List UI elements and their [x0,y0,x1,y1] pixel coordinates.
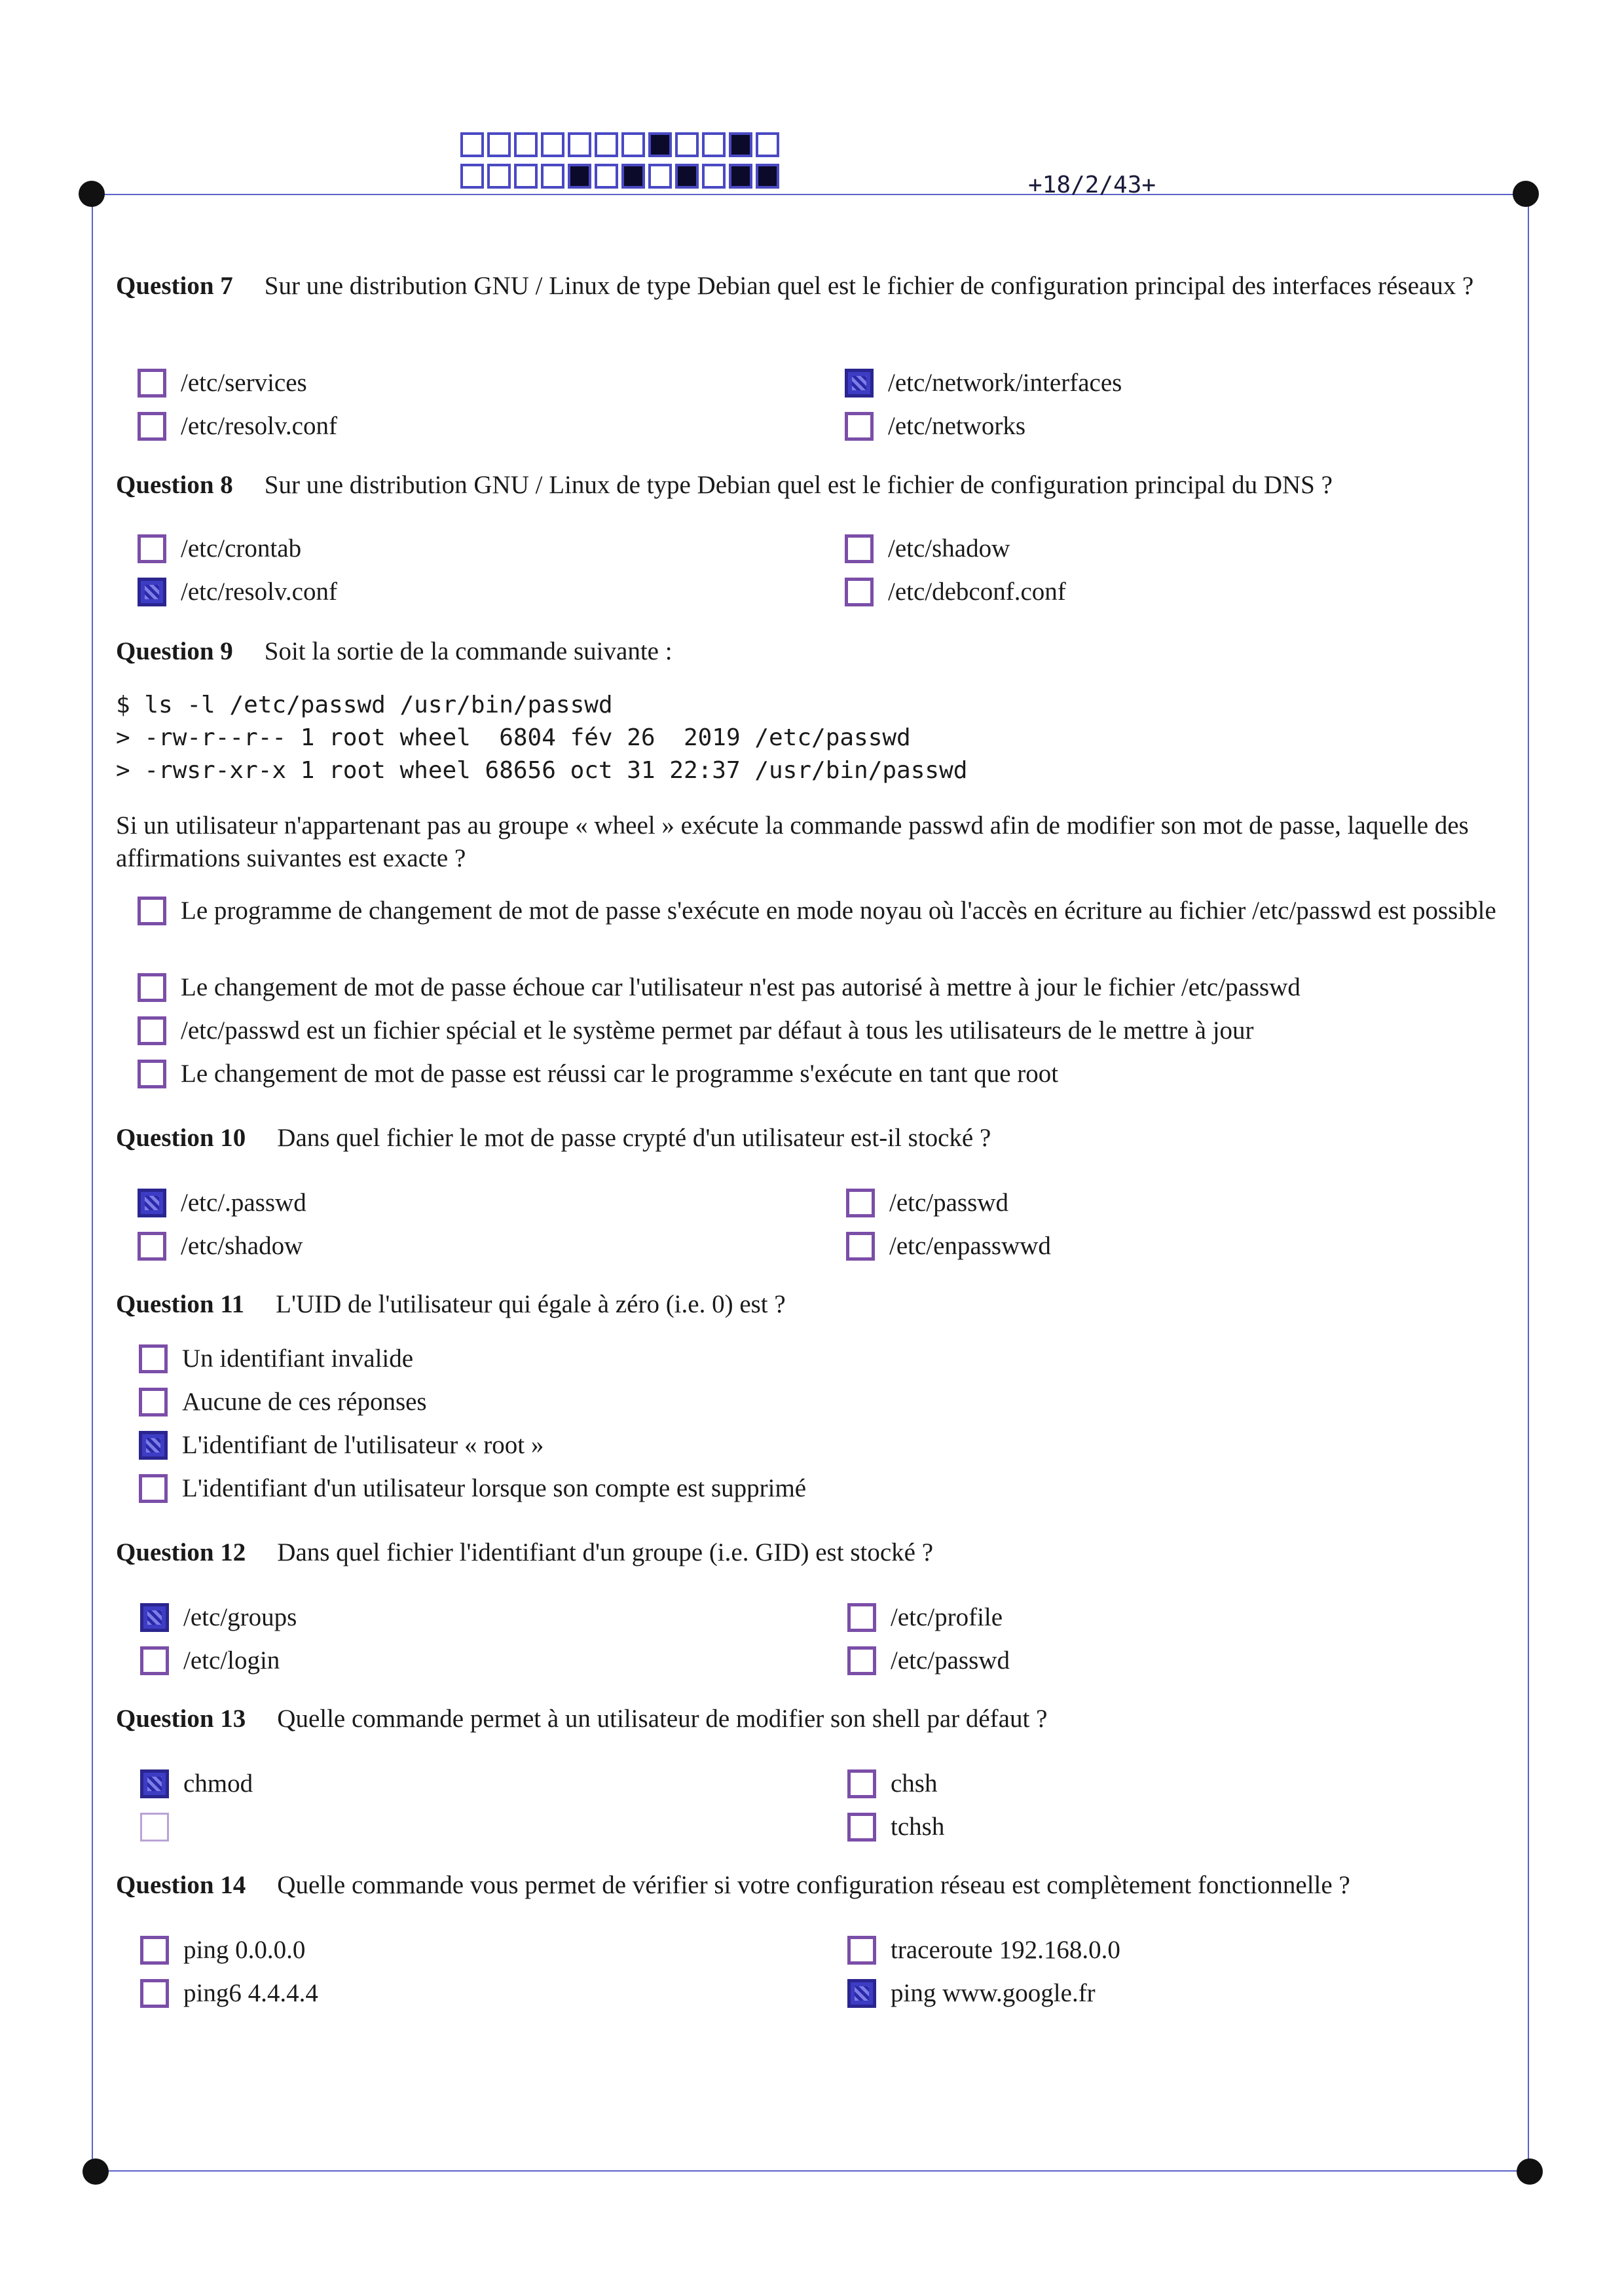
checkbox[interactable] [847,1936,876,1965]
code-bit-box [460,132,484,157]
code-bit-box [541,132,564,157]
option-label: traceroute 192.168.0.0 [891,1936,1120,1964]
option-label: Aucune de ces réponses [182,1388,427,1416]
question-label: Question 13 [116,1705,246,1733]
binary-code-row-2 [460,164,783,189]
checkbox[interactable] [138,534,166,563]
option-label: L'identifiant de l'utilisateur « root » [182,1431,544,1459]
question-text: Soit la sortie de la commande suivante : [264,637,673,665]
answer-option[interactable] [138,895,1506,927]
checkbox[interactable] [847,1979,876,2008]
answer-option[interactable] [138,576,337,608]
question-text: L'UID de l'utilisateur qui égale à zéro (i.e. 0) est ? [276,1290,786,1318]
answer-option[interactable] [138,367,307,399]
question-text: Dans quel fichier l'identifiant d'un groupe (i.e. GID) est stocké ? [277,1538,934,1566]
option-label: chmod [183,1769,253,1798]
option-label: Le changement de mot de passe échoue car l'utilisateur n'est pas autorisé à mettre à jour le fichier /etc/passwd [181,973,1301,1001]
question-text: Sur une distribution GNU / Linux de type Debian quel est le fichier de configuration principal des interfaces réseaux ? [264,272,1474,300]
checkbox[interactable] [140,1936,169,1965]
question-text: Quelle commande vous permet de vérifier si votre configuration réseau est complètement fonctionnelle ? [277,1871,1350,1899]
answer-option[interactable] [846,1187,1008,1219]
option-label: ping www.google.fr [891,1979,1096,2007]
question-12 [116,1536,1504,1569]
answer-option[interactable] [847,1977,1096,2010]
option-label: /etc/resolv.conf [181,412,337,440]
page-code: +18/2/43+ [1028,172,1156,198]
checkbox[interactable] [847,1769,876,1798]
answer-option[interactable] [140,1977,318,2010]
code-bit-box [487,132,511,157]
code-bit-box [648,132,672,157]
checkbox[interactable] [847,1603,876,1632]
code-bit-box [541,164,564,189]
code-bit-box [702,164,726,189]
answer-option[interactable] [138,1014,1254,1047]
binary-code-row-1 [460,132,783,157]
checkbox[interactable] [138,1060,166,1088]
option-label: /etc/crontab [181,534,302,563]
checkbox[interactable] [140,1603,169,1632]
answer-option[interactable] [139,1342,413,1375]
registration-mark-bottom-right [1517,2158,1543,2185]
option-label: Un identifiant invalide [182,1344,414,1373]
code-bit-box [460,164,484,189]
answer-option[interactable] [845,410,1025,443]
checkbox[interactable] [138,578,166,606]
checkbox[interactable] [140,1813,169,1842]
checkbox[interactable] [140,1769,169,1798]
option-label: /etc/passwd [889,1189,1008,1217]
option-label: /etc/passwd [891,1646,1010,1675]
answer-option[interactable] [140,1601,297,1634]
code-bit-box [568,164,591,189]
checkbox[interactable] [138,1232,166,1261]
question-label: Question 7 [116,272,233,300]
question-7 [116,270,1504,303]
answer-option[interactable] [138,532,301,565]
checkbox[interactable] [846,1189,875,1217]
option-label: chsh [891,1769,938,1798]
code-bit-box [729,132,752,157]
question-9-prompt: Si un utilisateur n'appartenant pas au groupe « wheel » exécute la commande passwd afin de modifier son mot de passe, laquelle des affirmations suivantes est exacte ? [116,811,1469,872]
registration-mark-bottom-left [83,2158,109,2185]
answer-option[interactable] [138,410,337,443]
option-label: /etc/profile [891,1603,1003,1631]
answer-option[interactable] [847,1644,1010,1677]
answer-option[interactable] [140,1644,280,1677]
code-bit-box [756,132,779,157]
answer-option[interactable] [845,576,1066,608]
answer-option[interactable] [846,1230,1051,1263]
checkbox[interactable] [845,412,874,441]
answer-option[interactable] [845,367,1122,399]
question-label: Question 12 [116,1538,246,1566]
code-bit-box [648,164,672,189]
command-output-line: > -rw-r--r-- 1 root wheel 6804 fév 26 2019 /etc/passwd [116,724,911,751]
answer-option[interactable] [138,1058,1058,1090]
answer-option[interactable] [139,1472,806,1505]
option-label: Le programme de changement de mot de passe s'exécute en mode noyau où l'accès en écriture au fichier /etc/passwd est possible [181,897,1496,925]
question-label: Question 11 [116,1290,245,1318]
answer-option[interactable] [140,1768,253,1800]
question-text: Quelle commande permet à un utilisateur de modifier son shell par défaut ? [277,1705,1048,1733]
option-label: ping 0.0.0.0 [183,1936,306,1964]
code-bit-box [756,164,779,189]
answer-option[interactable] [139,1386,427,1418]
question-label: Question 9 [116,637,233,665]
option-label: /etc/network/interfaces [888,369,1122,397]
question-text: Sur une distribution GNU / Linux de type Debian quel est le fichier de configuration principal du DNS ? [264,471,1333,499]
option-label: /etc/shadow [888,534,1010,563]
answer-option[interactable] [847,1811,944,1843]
checkbox[interactable] [845,369,874,398]
question-label: Question 8 [116,471,233,499]
code-bit-box [675,132,699,157]
answer-option[interactable] [845,532,1010,565]
answer-option[interactable] [140,1811,183,1842]
checkbox[interactable] [847,1813,876,1842]
question-10 [116,1122,1504,1155]
option-label: /etc/services [181,369,307,397]
option-label: tchsh [891,1813,945,1841]
checkbox[interactable] [138,973,166,1002]
checkbox[interactable] [138,412,166,441]
question-9 [116,635,1504,668]
option-label: /etc/login [183,1646,280,1675]
question-label: Question 10 [116,1124,246,1152]
option-label: Le changement de mot de passe est réussi car le programme s'exécute en tant que root [181,1060,1059,1088]
command-output-line: > -rwsr-xr-x 1 root wheel 68656 oct 31 22:37 /usr/bin/passwd [116,757,968,784]
answer-option[interactable] [847,1601,1003,1634]
option-label: /etc/networks [888,412,1026,440]
answer-option[interactable] [138,971,1301,1004]
code-bit-box [702,132,726,157]
checkbox[interactable] [846,1232,875,1261]
question-text: Dans quel fichier le mot de passe crypté d'un utilisateur est-il stocké ? [277,1124,991,1152]
checkbox[interactable] [139,1344,168,1373]
question-8 [116,469,1504,502]
question-11 [116,1288,1504,1321]
checkbox[interactable] [139,1474,168,1503]
checkbox[interactable] [138,897,166,925]
registration-mark-top-left [79,181,105,207]
code-bit-box [487,164,511,189]
code-bit-box [595,164,618,189]
checkbox[interactable] [140,1646,169,1675]
question-14 [116,1869,1504,1902]
question-13 [116,1703,1504,1735]
checkbox[interactable] [138,369,166,398]
code-bit-box [621,164,645,189]
checkbox[interactable] [845,578,874,606]
code-bit-box [568,132,591,157]
checkbox[interactable] [138,1016,166,1045]
option-label: /etc/passwd est un fichier spécial et le système permet par défaut à tous les utilisateurs de le mettre à jour [181,1016,1254,1045]
code-bit-box [514,132,538,157]
checkbox[interactable] [847,1646,876,1675]
answer-option[interactable] [847,1934,1120,1967]
answer-option[interactable] [140,1934,305,1967]
code-bit-box [621,132,645,157]
answer-option[interactable] [139,1429,544,1462]
code-bit-box [675,164,699,189]
command-output-line: $ ls -l /etc/passwd /usr/bin/passwd [116,692,613,718]
code-bit-box [595,132,618,157]
option-label: /etc/resolv.conf [181,578,337,606]
checkbox[interactable] [138,1189,166,1217]
code-bit-box [514,164,538,189]
option-label: L'identifiant d'un utilisateur lorsque son compte est supprimé [182,1474,807,1502]
option-label: /etc/shadow [181,1232,303,1260]
answer-option[interactable] [847,1768,938,1800]
option-label: /etc/enpasswwd [889,1232,1051,1260]
answer-option[interactable] [138,1230,303,1263]
answer-option[interactable] [138,1187,306,1219]
checkbox[interactable] [139,1388,168,1416]
option-label: /etc/groups [183,1603,297,1631]
option-label: /etc/.passwd [181,1189,306,1217]
checkbox[interactable] [140,1979,169,2008]
registration-mark-top-right [1513,181,1539,207]
option-label: ping6 4.4.4.4 [183,1979,318,2007]
checkbox[interactable] [139,1431,168,1460]
option-label: /etc/debconf.conf [888,578,1066,606]
question-label: Question 14 [116,1871,246,1899]
code-bit-box [729,164,752,189]
checkbox[interactable] [845,534,874,563]
